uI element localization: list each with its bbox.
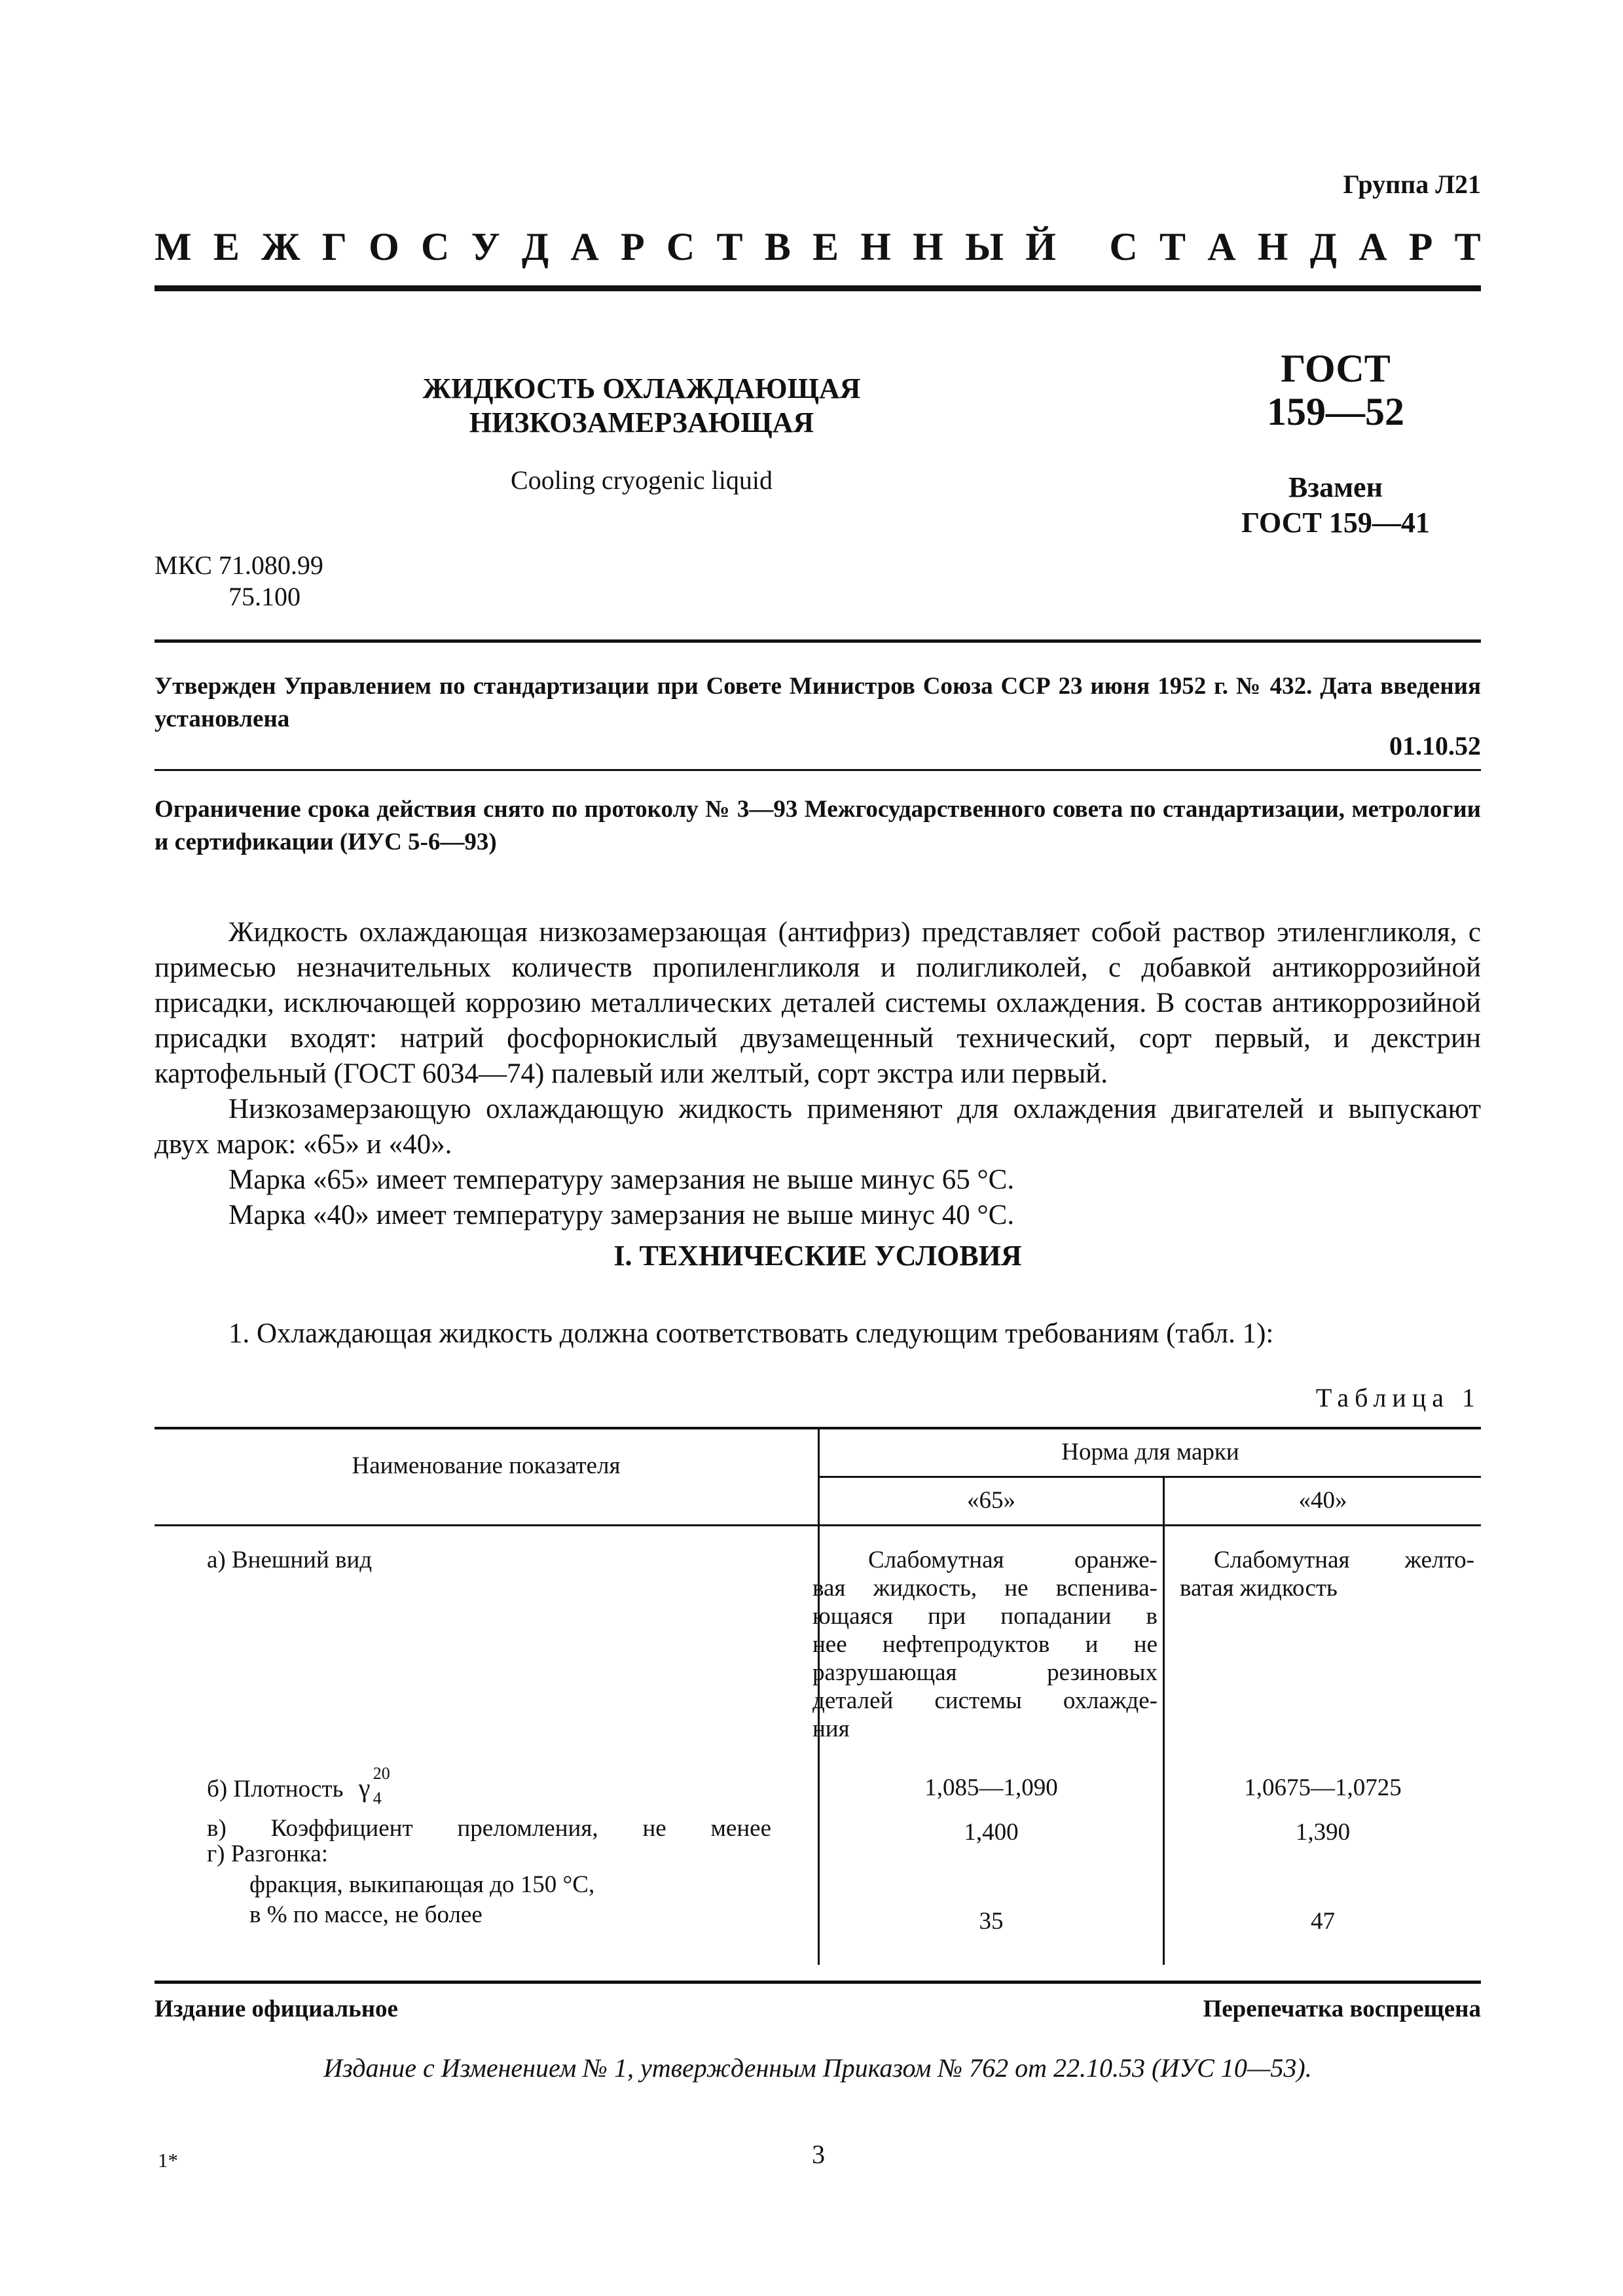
banner-letter: Н (1257, 225, 1288, 268)
column-header-norm: Норма для марки (1061, 1439, 1239, 1465)
row-distillation-value-65: 35 (979, 1908, 1004, 1935)
banner-letter: А (1359, 225, 1387, 268)
appearance-40-line: ватая жидкость (1180, 1575, 1338, 1602)
gost-designation (1178, 347, 1493, 541)
amendment-note: Издание с Изменением № 1, утвержденным Приказом № 762 от 22.10.53 (ИУС 10—53). (323, 2053, 1312, 2083)
replaces-label: Взамен (1288, 471, 1383, 503)
banner-letter: Т (1454, 225, 1481, 268)
density-subscript: 4 (373, 1789, 382, 1808)
replaces-number: ГОСТ 159—41 (1241, 507, 1430, 539)
row-refraction-value-40: 1,390 (1295, 1819, 1351, 1846)
mks-codes (155, 550, 323, 613)
row-density-value-40: 1,0675—1,0725 (1244, 1774, 1402, 1801)
reprint-prohibited-label: Перепечатка воспрещена (1203, 1996, 1481, 2022)
banner-letter: Р (620, 225, 645, 268)
banner-letter (1078, 224, 1087, 270)
gost-number: 159—52 (1267, 390, 1404, 433)
body-paragraph-2: Низкозамерзающую охлаждающую жидкость применяют для охлаждения двигателей и выпускают двух марок: «65» и «40». (155, 1094, 1481, 1160)
gost-label: ГОСТ (1281, 347, 1391, 390)
row-appearance-value-40 (1180, 1546, 1474, 1602)
official-edition-label: Издание официальное (155, 1996, 398, 2022)
row-distillation-name: г) Разгонка: (207, 1840, 329, 1867)
appearance-65-line: ния (812, 1715, 850, 1742)
banner-letter: Т (1159, 225, 1186, 268)
density-label: б) Плотность (207, 1776, 344, 1803)
page-number: 3 (812, 2140, 825, 2169)
appearance-65-line: вая жидкость, не вспенива- (812, 1575, 1158, 1602)
title-line-1: ЖИДКОСТЬ ОХЛАЖДАЮЩАЯ (422, 372, 861, 404)
banner-letter: У (471, 225, 500, 268)
mks-line-1: МКС 71.080.99 (155, 550, 323, 580)
body-text (155, 915, 1481, 1233)
appearance-40-line: Слабомутная желто- (1214, 1547, 1474, 1573)
column-header-65: «65» (967, 1487, 1015, 1514)
banner-letter: Н (913, 225, 943, 268)
banner-letter: С (1109, 225, 1138, 268)
banner-letter: Т (716, 225, 743, 268)
banner-letter: Д (1309, 225, 1337, 268)
banner-letter: С (666, 225, 695, 268)
appearance-65-line: деталей системы охлажде- (812, 1687, 1158, 1714)
row-appearance-value-65 (812, 1546, 1158, 1743)
row-distillation-value-40: 47 (1311, 1908, 1335, 1935)
banner-letter: А (570, 225, 599, 268)
appearance-65-line: нее нефтепродуктов и не (812, 1631, 1158, 1658)
row-distillation-sub-2: в % по массе, не более (249, 1901, 483, 1928)
banner-letter: О (369, 225, 399, 268)
table-col-divider-2 (1163, 1477, 1165, 1965)
banner-letter: Ы (965, 225, 1004, 268)
banner-letter: Е (213, 225, 240, 268)
banner-letter: Г (321, 225, 347, 268)
title-line-2: НИЗКОЗАМЕРЗАЮЩАЯ (469, 406, 814, 439)
appearance-65-line: ющаяся при попадании в (812, 1603, 1158, 1630)
column-header-name: Наименование показателя (352, 1452, 621, 1479)
banner-letter: Е (812, 225, 839, 268)
row-density-value-65: 1,085—1,090 (924, 1774, 1058, 1801)
introduction-date: 01.10.52 (1389, 731, 1481, 761)
banner-letter: Р (1408, 225, 1433, 268)
density-superscript: 20 (373, 1764, 390, 1783)
row-density-name (207, 1764, 390, 1808)
document-title (380, 372, 903, 440)
banner-letter: М (155, 225, 192, 268)
footer-rule (155, 1981, 1481, 1984)
replaces-block (1178, 470, 1493, 541)
limitation-text: Ограничение срока действия снято по протоколу № 3—93 Межгосударственного совета по стандартизации, метрологии и сертификации (ИУС 5-6—93) (155, 796, 1481, 855)
body-paragraph-1: Жидкость охлаждающая низкозамерзающая (антифриз) представляет собой раствор этиленгликоля, с примесью незначительных количеств пропиленгликоля и полигликолей, с добавкой антикоррозийной присадки, исключающей коррозию металлических деталей системы охлаждения. В состав антикоррозийной присадки входят: натрий фосфорнокислый двузамещенный технический, сорт первый, и декстрин картофельный (ГОСТ 6034—74) палевый или желтый, сорт экстра или первый. (155, 917, 1481, 1089)
banner-letter: Д (521, 225, 549, 268)
banner-letter: Н (860, 225, 891, 268)
row-appearance-name: а) Внешний вид (207, 1547, 373, 1573)
row-refraction-name: в) Коэффициент преломления, не менее (207, 1815, 771, 1842)
table-caption: Таблица 1 (1315, 1383, 1481, 1412)
header-rule (155, 285, 1481, 291)
table-norm-rule (818, 1476, 1481, 1478)
section-title: I. ТЕХНИЧЕСКИЕ УСЛОВИЯ (613, 1240, 1022, 1272)
body-paragraph-4: Марка «40» имеет температуру замерзания не выше минус 40 °С. (228, 1200, 1015, 1230)
title-rule (155, 639, 1481, 643)
column-header-40: «40» (1298, 1487, 1347, 1514)
banner-letter: Ж (261, 225, 301, 268)
banner-letter: В (764, 225, 791, 268)
interstate-standard-banner (155, 224, 1481, 270)
requirement-text: 1. Охлаждающая жидкость должна соответствовать следующим требованиям (табл. 1): (228, 1318, 1274, 1349)
group-code: Группа Л21 (1343, 170, 1481, 199)
sheet-mark: 1* (158, 2149, 178, 2172)
banner-letter: Й (1025, 225, 1056, 268)
approval-text: Утвержден Управлением по стандартизации при Совете Министров Союза ССР 23 июня 1952 г. № 432. Дата введения установлена (155, 673, 1481, 732)
body-paragraph-3: Марка «65» имеет температуру замерзания не выше минус 65 °С. (228, 1164, 1015, 1195)
mks-line-2: 75.100 (228, 582, 301, 611)
density-gamma: γ (358, 1773, 371, 1803)
density-symbol (358, 1764, 390, 1808)
date-rule (155, 769, 1481, 771)
row-distillation-sub-1: фракция, выкипающая до 150 °С, (249, 1871, 595, 1898)
banner-letter: А (1207, 225, 1236, 268)
row-refraction-value-65: 1,400 (964, 1819, 1019, 1846)
appearance-65-line: разрушающая резиновых (812, 1659, 1158, 1686)
banner-letter: С (421, 225, 450, 268)
english-title: Cooling cryogenic liquid (511, 465, 773, 495)
appearance-65-line: Слабомутная оранже- (868, 1547, 1158, 1573)
